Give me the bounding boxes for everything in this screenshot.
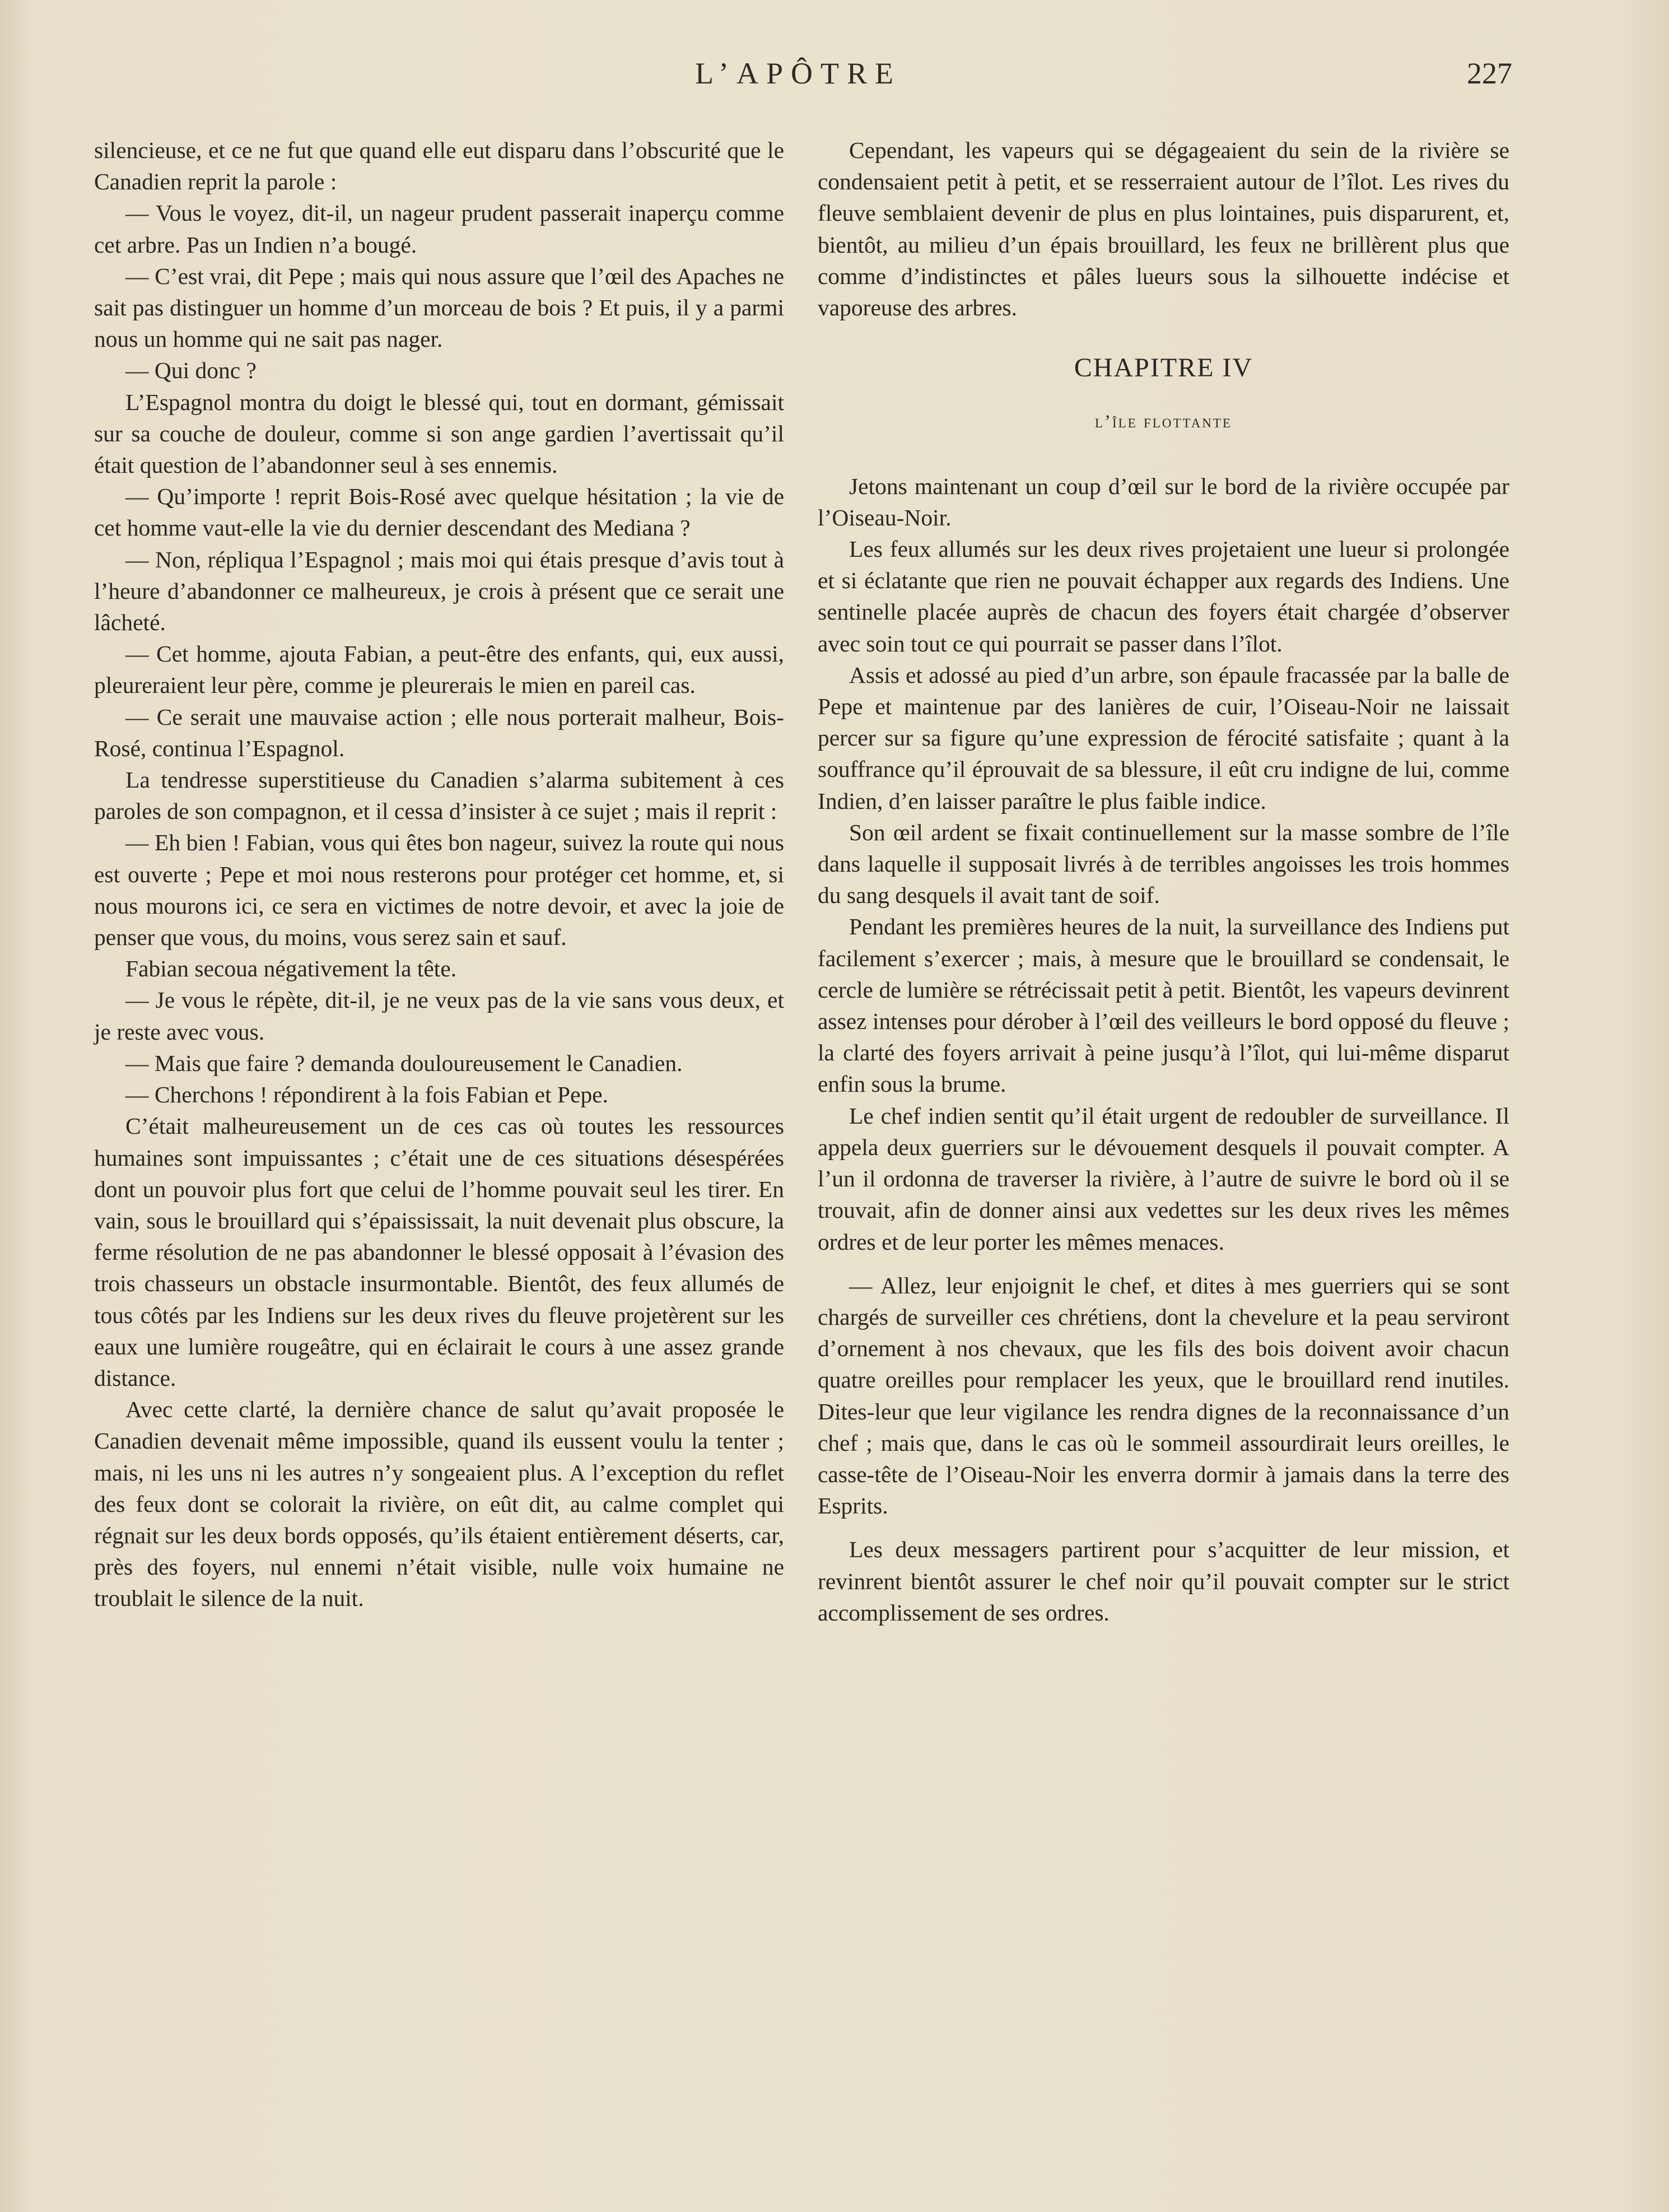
paragraph: — Eh bien ! Fabian, vous qui êtes bon nageur, suivez la route qui nous est ouverte ; Pepe et moi nous resterons pour protéger cet homme, et, si nous mourons ici, ce sera en victimes de notre devoir, et avec la joie de penser que vous, du moins, vous serez sain et sauf.	[94, 830, 784, 951]
paragraph: — Cet homme, ajouta Fabian, a peut-être des enfants, qui, eux aussi, pleureraient leur père, comme je pleurerais le mien en pareil cas.	[94, 641, 784, 698]
paragraph: Avec cette clarté, la dernière chance de salut qu’avait proposée le Canadien devenait même impossible, quand ils eussent voulu la tenter ; mais, ni les uns ni les autres n’y songeaient plus. A l’exception du reflet des feux dont se colorait la rivière, on eût dit, au calme complet qui régnait sur les deux bords opposés, qu’ils étaient entièrement déserts, car, près des foyers, nul ennemi n’était visible, nulle voix humaine ne troublait le silence de la nuit.	[94, 1396, 784, 1612]
page-header	[0, 56, 1669, 101]
paragraph: L’Espagnol montra du doigt le blessé qui, tout en dormant, gémissait sur sa couche de douleur, comme si son ange gardien l’avertissait qu’il était question de l’abandonner seul à ses ennemis.	[94, 389, 784, 478]
paragraph: Les deux messagers partirent pour s’acquitter de leur mission, et revinrent bientôt assurer le chef noir qu’il pouvait compter sur le strict accomplissement de ses ordres.	[818, 1536, 1509, 1626]
paragraph: Jetons maintenant un coup d’œil sur le bord de la rivière occupée par l’Oiseau-Noir.	[818, 473, 1509, 530]
paragraph: — Qu’importe ! reprit Bois-Rosé avec quelque hésitation ; la vie de cet homme vaut-elle la vie du dernier descendant des Mediana ?	[94, 483, 784, 541]
paragraph: Assis et adossé au pied d’un arbre, son épaule fracassée par la balle de Pepe et maintenue par des lanières de cuir, l’Oiseau-Noir ne laissait percer sur sa figure qu’une expression de férocité satisfaite ; quant à la souffrance qu’il éprouvait de sa blessure, il eût cru indigne de lui, comme Indien, d’en laisser paraître le plus faible indice.	[818, 662, 1509, 814]
paragraph: C’était malheureusement un de ces cas où toutes les ressources humaines sont impuissantes ; c’était une de ces situations désespérées dont un pouvoir plus fort que celui de l’homme pouvait seul les tirer. En vain, sous le brouillard qui s’épaississait, la nuit devenait plus obscure, la ferme résolution de ne pas abandonner le blessé opposait à l’évasion des trois chasseurs un obstacle insurmontable. Bientôt, des feux allumés de tous côtés par les Indiens sur les deux rives du fleuve projetèrent sur les eaux une lumière rougeâtre, qui en éclairait le cours à une assez grande distance.	[94, 1113, 784, 1391]
left-column	[94, 134, 784, 1614]
running-title: L’APÔTRE	[694, 57, 902, 90]
paragraph: — Allez, leur enjoignit le chef, et dites à mes guerriers qui se sont chargés de surveiller ces chrétiens, dont la chevelure et la peau serviront d’ornement à nos chevaux, que les fils des bois doivent avoir chacun quatre oreilles pour remplacer les yeux, que le brouillard rend inutiles. Dites-leur que leur vigilance les rendra dignes de la reconnaissance d’un chef ; mais que, dans le cas où le sommeil assourdirait leurs oreilles, le casse-tête de l’Oiseau-Noir les enverra dormir à jamais dans la terre des Esprits.	[818, 1272, 1509, 1519]
paragraph: — Non, répliqua l’Espagnol ; mais moi qui étais presque d’avis tout à l’heure d’abandonner ce malheureux, je crois à présent que ce serait une lâcheté.	[94, 546, 784, 636]
paragraph: — C’est vrai, dit Pepe ; mais qui nous assure que l’œil des Apaches ne sait pas distinguer un homme d’un morceau de bois ? Et puis, il y a parmi nous un homme qui ne sait pas nager.	[94, 263, 784, 352]
paragraph: La tendresse superstitieuse du Canadien s’alarma subitement à ces paroles de son compagnon, et il cessa d’insister à ce sujet ; mais il reprit :	[94, 767, 784, 825]
paragraph: Le chef indien sentit qu’il était urgent de redoubler de surveillance. Il appela deux guerriers sur le dévouement desquels il pouvait compter. A l’un il ordonna de traverser la rivière, à l’autre de suivre le bord où il se trouvait, afin de donner ainsi aux vedettes sur les deux rives les mêmes ordres et de leur porter les mêmes menaces.	[818, 1102, 1509, 1255]
paragraph: — Vous le voyez, dit-il, un nageur prudent passerait inaperçu comme cet arbre. Pas un Indien n’a bougé.	[94, 200, 784, 258]
paragraph: — Qui donc ?	[125, 357, 257, 384]
right-column	[818, 134, 1509, 1628]
paragraph: Son œil ardent se fixait continuellement sur la masse sombre de l’île dans laquelle il supposait livrés à de terribles angoisses les trois hommes du sang desquels il avait tant de soif.	[818, 819, 1509, 909]
paragraph: Pendant les premières heures de la nuit, la surveillance des Indiens put facilement s’exercer ; mais, à mesure que le brouillard se condensait, le cercle de lumière se rétrécissait petit à petit. Bientôt, les vapeurs devinrent assez intenses pour dérober à l’œil des veilleurs le bord opposé du fleuve ; la clarté des foyers arrivait à peine jusqu’à l’îlot, qui lui-même disparut enfin sous la brume.	[818, 914, 1509, 1097]
paragraph: — Ce serait une mauvaise action ; elle nous porterait malheur, Bois-Rosé, continua l’Espagnol.	[94, 704, 784, 761]
paragraph: Les feux allumés sur les deux rives projetaient une lueur si prolongée et si éclatante que rien ne pouvait échapper aux regards des Indiens. Une sentinelle placée auprès de chacun des foyers était chargée d’observer avec soin tout ce qui pourrait se passer dans l’îlot.	[818, 536, 1509, 656]
paragraph: — Cherchons ! répondirent à la fois Fabian et Pepe.	[125, 1082, 609, 1108]
chapter-title: CHAPITRE IV	[1074, 353, 1253, 383]
chapter-subtitle: l’île flottante	[1094, 412, 1233, 432]
paragraph: — Je vous le répète, dit-il, je ne veux pas de la vie sans vous deux, et je reste avec vous.	[94, 987, 784, 1045]
paragraph: Fabian secoua négativement la tête.	[125, 956, 457, 982]
paragraph: — Mais que faire ? demanda douloureusement le Canadien.	[125, 1050, 683, 1076]
page-number: 227	[1467, 57, 1512, 90]
paragraph: silencieuse, et ce ne fut que quand elle eut disparu dans l’obscurité que le Canadien reprit la parole :	[94, 137, 784, 195]
paragraph: Cependant, les vapeurs qui se dégageaient du sein de la rivière se condensaient petit à petit, et se resserraient autour de l’îlot. Les rives du fleuve semblaient devenir de plus en plus lointaines, puis disparurent, et, bientôt, au milieu d’un épais brouillard, les feux ne brillèrent plus que comme d’indistinctes et pâles lueurs sous la silhouette indécise et vaporeuse des arbres.	[818, 137, 1509, 321]
